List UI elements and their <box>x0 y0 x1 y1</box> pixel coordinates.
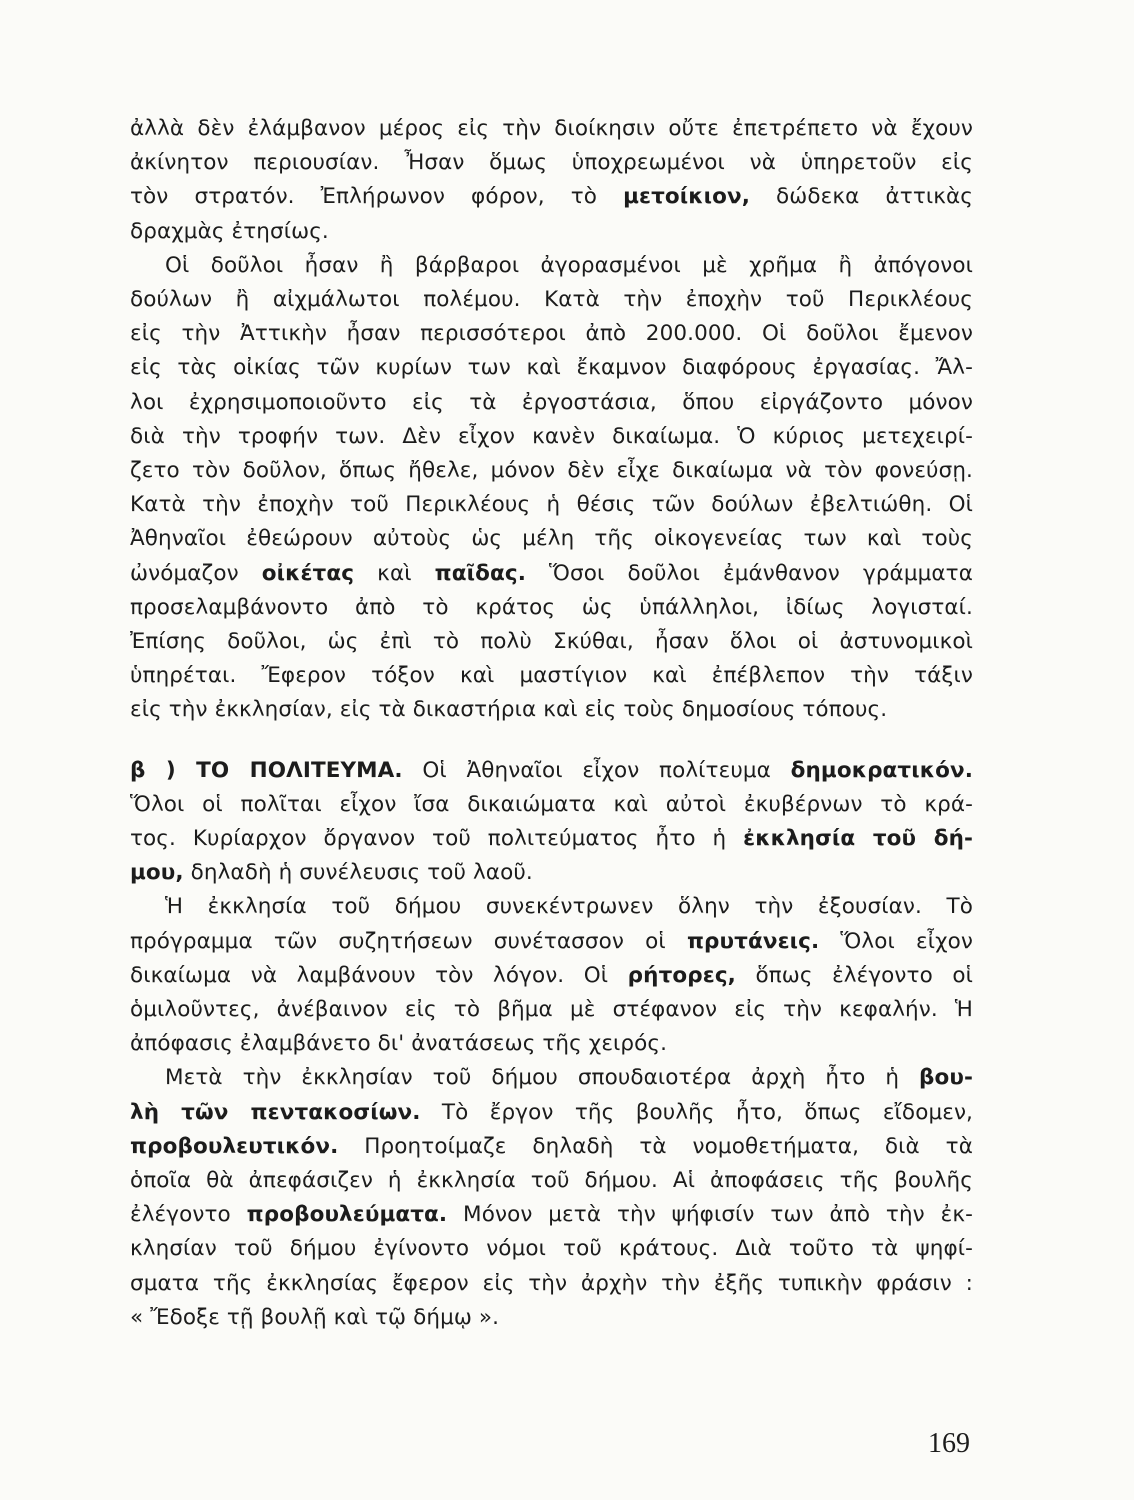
bold-term: παῖδας. <box>434 560 526 586</box>
text-line: ὁμιλοῦντες, ἀνέβαινον εἰς τὸ βῆμα μὲ στέφανον εἰς τὴν κεφαλήν. Ἡ <box>130 997 973 1022</box>
text-line: προβουλευτικόν. Προητοίμαζε δηλαδὴ τὰ νομοθετήματα, διὰ τὰ <box>130 1133 973 1159</box>
bold-term: βου- <box>918 1065 973 1091</box>
text-line: ὑπηρέται. Ἔφερον τόξον καὶ μαστίγιον καὶ ἐπέβλεπον τὴν τάξιν <box>130 663 973 689</box>
text-line: ἀπόφασις ἐλαμβάνετο δι' ἀνατάσεως τῆς χειρός. <box>130 1031 668 1057</box>
text-line: ἐλέγοντο προβουλεύματα. Μόνον μετὰ τὴν ψήφισίν των ἀπὸ τὴν ἐκ- <box>130 1202 973 1228</box>
text-line: δικαίωμα νὰ λαμβάνουν τὸν λόγον. Οἱ ρήτορες, ὅπως ἐλέγοντο οἱ <box>130 962 973 988</box>
text-line: β ) ΤΟ ΠΟΛΙΤΕΥΜΑ. Οἱ Ἀθηναῖοι εἶχον πολίτευμα δημοκρατικόν. <box>130 757 973 783</box>
bold-term: δημοκρατικόν. <box>790 757 973 783</box>
bold-term: μου, <box>130 860 184 886</box>
bold-term: μετοίκιον, <box>623 184 750 210</box>
text-line: ἀκίνητον περιουσίαν. Ἦσαν ὅμως ὑποχρεωμένοι νὰ ὑπηρετοῦν εἰς <box>130 150 973 176</box>
bold-term: οἰκέτας <box>261 560 355 586</box>
text-line: Ἐπίσης δοῦλοι, ὡς ἐπὶ τὸ πολὺ Σκύθαι, ἦσαν ὅλοι οἱ ἀστυνομικοὶ <box>130 629 973 654</box>
text-line: προσελαμβάνοντο ἀπὸ τὸ κράτος ὡς ὑπάλληλοι, ἰδίως λογισταί. <box>130 594 973 620</box>
text-line: διὰ τὴν τροφήν των. Δὲν εἶχον κανὲν δικαίωμα. Ὁ κύριος μετεχειρί- <box>130 423 973 449</box>
bold-term: προβουλεύματα. <box>246 1202 448 1228</box>
text-line: πρόγραμμα τῶν συζητήσεων συνέτασσον οἱ πρυτάνεις. Ὅλοι εἶχον <box>130 928 973 954</box>
bold-term: ἐκκλησία τοῦ δή- <box>743 826 973 851</box>
text-line: τὸν στρατόν. Ἐπλήρωνον φόρον, τὸ μετοίκιον, δώδεκα ἀττικὰς <box>130 184 973 210</box>
text-line: εἰς τὴν ἐκκλησίαν, εἰς τὰ δικαστήρια καὶ εἰς τοὺς δημοσίους τόπους. <box>130 697 888 723</box>
text-line: κλησίαν τοῦ δήμου ἐγίνοντο νόμοι τοῦ κράτους. Διὰ τοῦτο τὰ ψηφί- <box>130 1236 973 1262</box>
text-line: Ἡ ἐκκλησία τοῦ δήμου συνεκέντρωνεν ὅλην τὴν ἐξουσίαν. Τὸ <box>165 894 973 920</box>
text-line: λοι ἐχρησιμοποιοῦντο εἰς τὰ ἐργοστάσια, ὅπου εἰργάζοντο μόνον <box>130 389 973 415</box>
bold-term: προβουλευτικόν. <box>130 1133 339 1159</box>
text-line: ἀλλὰ δὲν ἐλάμβανον μέρος εἰς τὴν διοίκησιν οὔτε ἐπετρέπετο νὰ ἔχουν <box>130 116 973 141</box>
text-line: σματα τῆς ἐκκλησίας ἔφερον εἰς τὴν ἀρχὴν τὴν ἐξῆς τυπικὴν φράσιν : <box>130 1270 973 1296</box>
text-line: Ἀθηναῖοι ἐθεώρουν αὐτοὺς ὡς μέλη τῆς οἰκογενείας των καὶ τοὺς <box>130 526 973 552</box>
text-line: Μετὰ τὴν ἐκκλησίαν τοῦ δήμου σπουδαιοτέρα ἀρχὴ ἦτο ἡ βου- <box>165 1065 973 1091</box>
text-line: δραχμὰς ἐτησίως. <box>130 218 329 244</box>
text-line: ὠνόμαζον οἰκέτας καὶ παῖδας. Ὅσοι δοῦλοι ἐμάνθανον γράμματα <box>130 560 973 586</box>
text-line: δούλων ἢ αἰχμάλωτοι πολέμου. Κατὰ τὴν ἐποχὴν τοῦ Περικλέους <box>130 287 973 312</box>
text-line: μου, δηλαδὴ ἡ συνέλευσις τοῦ λαοῦ. <box>130 860 533 886</box>
text-line: εἰς τὴν Ἀττικὴν ἦσαν περισσότεροι ἀπὸ 200.000. Οἱ δοῦλοι ἔμενον <box>130 321 973 347</box>
text-line: τος. Κυρίαρχον ὄργανον τοῦ πολιτεύματος ἦτο ἡ ἐκκλησία τοῦ δή- <box>130 826 973 851</box>
text-line: εἰς τὰς οἰκίας τῶν κυρίων των καὶ ἔκαμνον διαφόρους ἐργασίας. Ἄλ- <box>130 355 973 381</box>
text-line: « Ἔδοξε τῇ βουλῇ καὶ τῷ δήμῳ ». <box>130 1304 500 1330</box>
bold-term: λὴ τῶν πεντακοσίων. <box>130 1099 421 1125</box>
bold-term: πρυτάνεις. <box>686 928 820 954</box>
bold-term: β ) ΤΟ ΠΟΛΙΤΕΥΜΑ. <box>130 757 403 783</box>
text-line: Οἱ δοῦλοι ἦσαν ἢ βάρβαροι ἀγορασμένοι μὲ χρῆμα ἢ ἀπόγονοι <box>165 252 973 278</box>
text-line: Κατὰ τὴν ἐποχὴν τοῦ Περικλέους ἡ θέσις τῶν δούλων ἐβελτιώθη. Οἱ <box>130 492 973 518</box>
page-number: 169 <box>928 1428 970 1459</box>
text-line: Ὅλοι οἱ πολῖται εἶχον ἴσα δικαιώματα καὶ αὐτοὶ ἐκυβέρνων τὸ κρά- <box>130 791 973 817</box>
text-line: λὴ τῶν πεντακοσίων. Τὸ ἔργον τῆς βουλῆς ἦτο, ὅπως εἴδομεν, <box>130 1099 973 1125</box>
bold-term: ρήτορες, <box>627 962 736 988</box>
text-line: ὁποῖα θὰ ἀπεφάσιζεν ἡ ἐκκλησία τοῦ δήμου. Αἱ ἀποφάσεις τῆς βουλῆς <box>130 1168 973 1193</box>
text-line: ζετο τὸν δοῦλον, ὅπως ἤθελε, μόνον δὲν εἶχε δικαίωμα νὰ τὸν φονεύσῃ. <box>130 458 973 483</box>
